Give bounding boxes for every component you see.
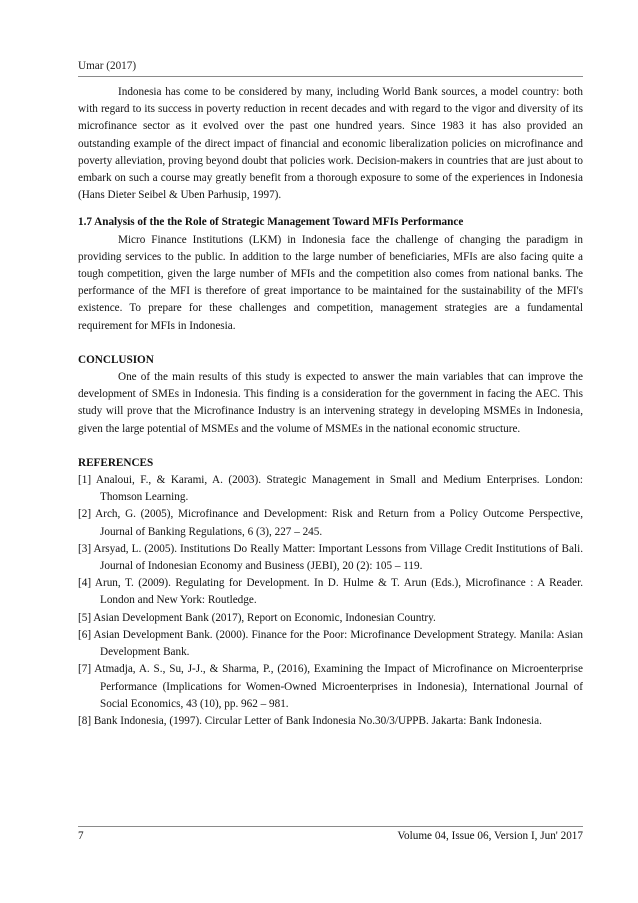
reference-item: [3] Arsyad, L. (2005). Institutions Do Really Matter: Important Lessons from Village Credit Institutions of Bali. Journal of Indonesian Economy and Business (JEBI), 20 (2): 105 – 119. — [78, 542, 583, 573]
footer-rule — [78, 826, 583, 827]
spacer — [78, 438, 583, 455]
main-content — [78, 84, 583, 730]
reference-item: [6] Asian Development Bank. (2000). Finance for the Poor: Microfinance Development Strategy. Manila: Asian Development Bank. — [78, 628, 583, 659]
intro-paragraph: Indonesia has come to be considered by many, including World Bank sources, a model country: both with regard to its success in poverty reduction in recent decades and with regard to the vigor and diversity of its microfinance sector as it evolved over the past one hundred years. Since 1983 it has also provided an outstanding example of the direct impact of financial and economic liberalization policies on microfinance and poverty alleviation, proving beyond doubt that policies work. Decision-makers in countries that are just about to embark on such a course may greatly benefit from a thorough exposure to some of the experiences in Indonesia (Hans Dieter Seibel & Uben Parhusip, 1997). — [78, 86, 583, 202]
conclusion-heading: CONCLUSION — [78, 353, 154, 366]
references-heading: REFERENCES — [78, 456, 154, 469]
section-heading: 1.7 Analysis of the the Role of Strategic Management Toward MFIs Performance — [78, 216, 464, 229]
reference-list — [78, 472, 583, 730]
section-paragraph: Micro Finance Institutions (LKM) in Indonesia face the challenge of changing the paradigm in providing services to the public. In addition to the large number of beneficiaries, MFIs are also facing quite a tough competition, given the large number of MFIs and the competition also comes from national banks. The performance of the MFI is therefore of great importance to be maintained for the sustainability of the MFI's existence. To prepare for these challenges and competition, management strategies are a fundamental requirement for MFIs in Indonesia. — [78, 233, 583, 332]
reference-item: [1] Analoui, F., & Karami, A. (2003). Strategic Management in Small and Medium Enterprises. London: Thomson Learning. — [78, 474, 583, 504]
spacer — [78, 335, 583, 352]
reference-item: [5] Asian Development Bank (2017), Report on Economic, Indonesian Country. — [78, 611, 436, 624]
page-number: 7 — [78, 830, 84, 842]
reference-item: [8] Bank Indonesia, (1997). Circular Letter of Bank Indonesia No.30/3/UPPB. Jakarta: Bank Indonesia. — [78, 714, 542, 727]
reference-item: [7] Atmadja, A. S., Su, J-J., & Sharma, P., (2016), Examining the Impact of Microfinance on Microenterprise Performance (Implications for Women-Owned Microenterprises in Indonesia), International Journal of Social Economics, 43 (10), pp. 962 – 981. — [78, 663, 583, 710]
reference-item: [2] Arch, G. (2005), Microfinance and Development: Risk and Return from a Policy Outcome Perspective, Journal of Banking Regulations, 6 (3), 227 – 245. — [78, 508, 583, 538]
volume-info: Volume 04, Issue 06, Version I, Jun' 2017 — [397, 830, 583, 842]
header-rule — [78, 76, 583, 77]
spacer — [78, 204, 583, 214]
running-head: Umar (2017) — [78, 60, 137, 72]
conclusion-paragraph: One of the main results of this study is expected to answer the main variables that can improve the development of SMEs in Indonesia. This finding is a consideration for the government in facing the AEC. This study will prove that the Microfinance Industry is an intervening strategy in developing MSMEs in Indonesia, given the large potential of MSMEs and the volume of MSMEs in the national economic structure. — [78, 371, 583, 435]
reference-item: [4] Arun, T. (2009). Regulating for Development. In D. Hulme & T. Arun (Eds.), Microfinance : A Reader. London and New York: Routledge. — [78, 577, 583, 607]
